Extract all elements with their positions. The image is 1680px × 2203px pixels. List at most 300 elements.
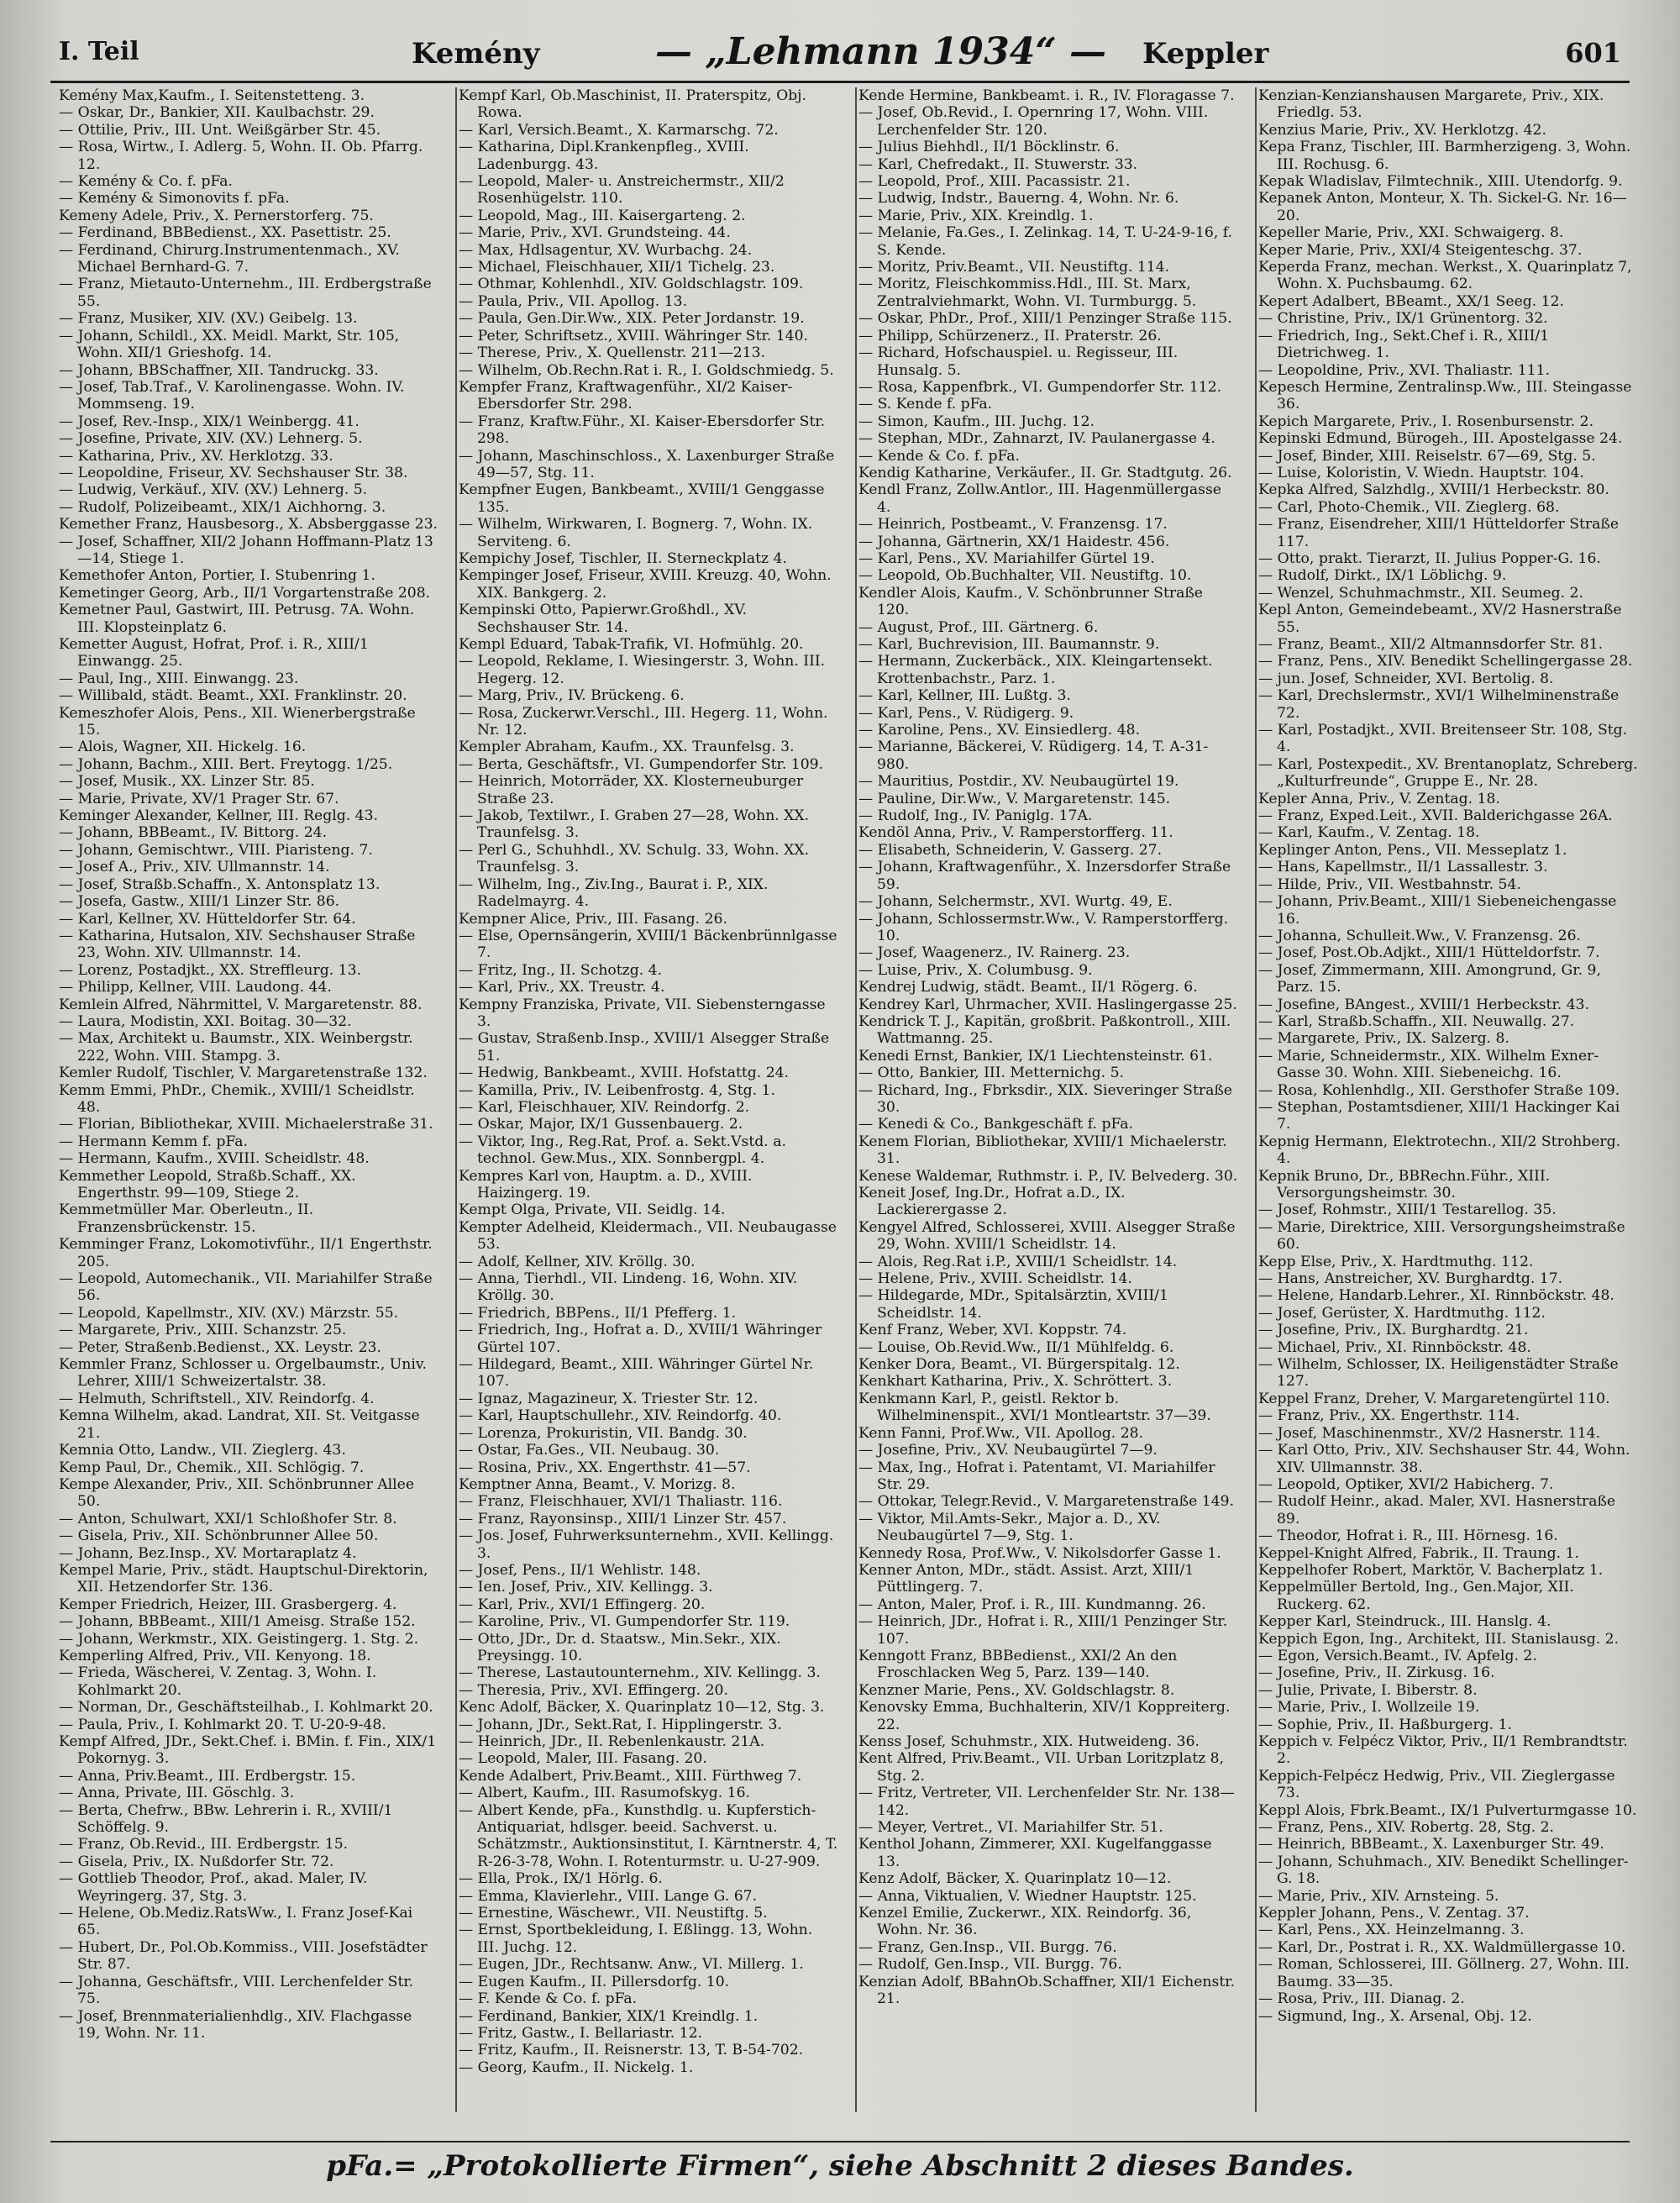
directory-entry: Kempf Karl, Ob.Maschinist, II. Praterspitz, Obj. Rowa. [459, 87, 806, 122]
directory-entry: — Karl, Hauptschullehr., XIV. Reindorfg. 40. [459, 1407, 782, 1425]
directory-entry: — Norman, Dr., Geschäftsteilhab., I. Kohlmarkt 20. [59, 1699, 433, 1717]
directory-entry: Kenzner Marie, Pens., XV. Goldschlagstr. 8. [858, 1681, 1175, 1699]
directory-entry: Kenngott Franz, BBBedienst., XXI/2 An den Froschlacken Weg 5, Parz. 139—140. [858, 1647, 1178, 1682]
directory-entry: — Josef, Straßb.Schaffn., X. Antonsplatz 13. [59, 875, 381, 893]
directory-entry: Kempichy Josef, Tischler, II. Sterneckplatz 4. [459, 549, 787, 567]
directory-entry: — Therese, Priv., X. Quellenstr. 211—213. [459, 344, 765, 362]
directory-entry: — Josef, Gerüster, X. Hardtmuthg. 112. [1258, 1304, 1546, 1322]
directory-entry: — Leopold, Mag., III. Kaisergarteng. 2. [459, 207, 746, 224]
directory-entry: Kemptner Anna, Beamt., V. Morizg. 8. [459, 1475, 736, 1493]
directory-entry: — Karl, Drechslermstr., XVI/1 Wilhelminenstraße 72. [1258, 687, 1620, 722]
directory-entry: — Hildegard, Beamt., XIII. Währinger Gürtel Nr. 107. [459, 1356, 814, 1391]
directory-entry: — Johann, BBBeamt., IV. Bittorg. 24. [59, 824, 328, 842]
directory-entry: — Fritz, Ing., II. Schotzg. 4. [459, 961, 663, 979]
directory-entry: — Philipp, Kellner, VIII. Laudong. 44. [59, 979, 332, 996]
directory-entry: — Ferdinand, Bankier, XIX/1 Kreindlg. 1. [459, 2007, 759, 2025]
directory-entry: — Paula, Priv., I. Kohlmarkt 20. T. U-20-9-48. [59, 1716, 386, 1733]
directory-entry: Kepnig Hermann, Elektrotechn., XII/2 Strohberg. 4. [1258, 1133, 1621, 1168]
directory-entry: — Leopold, Ob.Buchhalter, VII. Neustiftg. 10. [858, 567, 1192, 585]
directory-entry: Kepich Margarete, Priv., I. Rosenbursenstr. 2. [1258, 413, 1594, 430]
directory-entry: — Franz, Eisendreher, XIII/1 Hütteldorfer Straße 117. [1258, 516, 1619, 550]
directory-entry: — Leopold, Maler, III. Fasang. 20. [459, 1750, 707, 1768]
directory-entry: — Carl, Photo-Chemik., VII. Zieglerg. 68. [1258, 498, 1560, 516]
directory-entry: — Anna, Viktualien, V. Wiedner Hauptstr. 125. [858, 1887, 1197, 1905]
directory-entry: Kepeller Marie, Priv., XXI. Schwaigerg. 8. [1258, 224, 1564, 242]
directory-entry: — Johann, JDr., Sekt.Rat, I. Hipplingerstr. 3. [459, 1716, 782, 1733]
directory-entry: — Leopold, Maler- u. Anstreichermstr., XII/2 Rosenhügelstr. 110. [459, 173, 785, 208]
directory-entry: — Anna, Priv.Beamt., III. Erdbergstr. 15. [59, 1767, 356, 1785]
directory-entry: — Simon, Kaufm., III. Juchg. 12. [858, 413, 1095, 430]
directory-entry: — Marg, Priv., IV. Brückeng. 6. [459, 687, 685, 705]
directory-entry: — Albert Kende, pFa., Kunsthdlg. u. Kupferstich-Antiquariat, hdlsger. beeid. Sachverst. u. Schätzmstr., Auktionsinstitut, I. Kärntnerstr. 4, T. R-26-3-78, Wohn. I. Rotenturmstr. u. U-27-909. [459, 1801, 838, 1870]
directory-entry: Kepa Franz, Tischler, III. Barmherzigeng. 3, Wohn. III. Rochusg. 6. [1258, 139, 1631, 173]
directory-entry: — Paula, Priv., VII. Apollog. 13. [459, 292, 688, 310]
directory-entry: Kempler Abraham, Kaufm., XX. Traunfelsg. 3. [459, 739, 795, 756]
directory-entry: — Josef, Waagenerz., IV. Rainerg. 23. [858, 944, 1131, 962]
directory-entry: — Heinrich, JDr., Hofrat i. R., XIII/1 Penzinger Str. 107. [858, 1613, 1228, 1648]
part-label: I. Teil [59, 37, 139, 66]
directory-entry: Kemmetmüller Mar. Oberleutn., II. Franzensbrückenstr. 15. [59, 1201, 314, 1236]
directory-entry: — Josef, Binder, XIII. Reiselstr. 67—69, Stg. 5. [1258, 447, 1596, 465]
directory-entry: — Johann, Werkmstr., XIX. Geistingerg. 1. Stg. 2. [59, 1630, 419, 1648]
directory-entry: Kepert Adalbert, BBeamt., XX/1 Seeg. 12. [1258, 292, 1565, 310]
directory-entry: — Viktor, Mil.Amts-Sekr., Major a. D., XV. Neubaugürtel 7—9, Stg. 1. [858, 1510, 1161, 1545]
directory-entry: — Karoline, Pens., XV. Einsiedlerg. 48. [858, 722, 1141, 739]
column-2 [459, 87, 838, 2121]
directory-entry: — Julius Biehhdl., II/1 Böcklinstr. 6. [858, 139, 1120, 156]
directory-entry: — Josef, Brennmaterialienhdlg., XIV. Flachgasse 19, Wohn. Nr. 11. [59, 2007, 412, 2042]
directory-entry: — Oskar, PhDr., Prof., XIII/1 Penzinger Straße 115. [858, 310, 1232, 328]
directory-entry: — Paul, Ing., XIII. Einwangg. 23. [59, 670, 299, 687]
directory-entry: Kendrick T. J., Kapitän, großbrit. Paßkontroll., XIII. Wattmanng. 25. [858, 1012, 1231, 1048]
directory-entry: — Johanna, Geschäftsfr., VIII. Lerchenfelder Str. 75. [59, 1973, 414, 2008]
directory-entry: Kemlein Alfred, Nährmittel, V. Margaretenstr. 88. [59, 996, 423, 1013]
directory-entry: — Karl, Priv., XVI/1 Effingerg. 20. [459, 1596, 706, 1613]
directory-entry: — Marie, Direktrice, XIII. Versorgungsheimstraße 60. [1258, 1218, 1625, 1254]
directory-entry: — Marie, Schneidermstr., XIX. Wilhelm Exner-Gasse 30. Wohn. XIII. Siebeneichg. 16. [1258, 1047, 1599, 1082]
directory-entry: — Johann, Bachm., XIII. Bert. Freytogg. 1/25. [59, 755, 393, 773]
directory-entry: — Otto, Bankier, III. Metternichg. 5. [858, 1065, 1124, 1082]
directory-entry: — Ella, Prok., IX/1 Hörlg. 6. [459, 1870, 663, 1888]
directory-entry: — Elisabeth, Schneiderin, V. Gasserg. 27. [858, 841, 1163, 859]
directory-entry: — Oskar, Dr., Bankier, XII. Kaulbachstr. 29. [59, 104, 375, 122]
directory-entry: — Peter, Straßenb.Bedienst., XX. Leystr. 23. [59, 1338, 381, 1356]
directory-entry: Kemnia Otto, Landw., VII. Zieglerg. 43. [59, 1442, 346, 1459]
directory-entry: — Josef A., Priv., XIV. Ullmannstr. 14. [59, 859, 330, 876]
directory-entry: Kenzel Emilie, Zuckerwr., XIX. Reindorfg. 36, Wohn. Nr. 36. [858, 1905, 1192, 1939]
directory-entry: — Karl, Chefredakt., II. Stuwerstr. 33. [858, 155, 1138, 173]
directory-entry: — Josefine, Priv., II. Zirkusg. 16. [1258, 1664, 1495, 1682]
first-entry-word: Kemény [412, 37, 540, 71]
directory-entry: Kemeszhofer Alois, Pens., XII. Wienerbergstraße 15. [59, 704, 416, 739]
directory-entry: — Franz, Musiker, XIV. (XV.) Geibelg. 13. [59, 310, 358, 328]
directory-entry: Kempny Franziska, Private, VII. Siebensterngasse 3. [459, 996, 826, 1030]
directory-entry: — Ferdinand, Chirurg.Instrumentenmach., XV. Michael Bernhard-G. 7. [59, 241, 400, 276]
directory-entry: — Johann, Maschinschloss., X. Laxenburger Straße 49—57, Stg. 11. [459, 447, 835, 481]
directory-entry: — Otto, JDr., Dr. d. Staatsw., Min.Sekr., XIX. Preysingg. 10. [459, 1630, 781, 1664]
directory-entry: — Karl, Dr., Postrat i. R., XX. Waldmüllergasse 10. [1258, 1938, 1626, 1956]
directory-entry: — Mauritius, Postdir., XV. Neubaugürtel 19. [858, 773, 1179, 791]
directory-entry: — Marie, Priv., XIX. Kreindlg. 1. [858, 207, 1094, 224]
directory-entry: — Karl, Straßb.Schaffn., XII. Neuwallg. 27. [1258, 1012, 1575, 1030]
directory-entry: — Rudolf, Gen.Insp., VII. Burgg. 76. [858, 1956, 1122, 1974]
directory-entry: — Kemény & Simonovits f. pFa. [59, 190, 290, 208]
directory-entry: — Josefine, Private, XIV. (XV.) Lehnerg. 5. [59, 430, 363, 448]
directory-entry: Keppelmüller Bertold, Ing., Gen.Major, XII. Ruckerg. 62. [1258, 1579, 1574, 1613]
directory-entry: — Alois, Reg.Rat i.P., XVIII/1 Scheidlstr. 14. [858, 1253, 1178, 1270]
column-4 [1258, 87, 1638, 2121]
directory-entry: — Leopoldine, Priv., XVI. Thaliastr. 111. [1258, 361, 1551, 379]
directory-entry: — Karl, Kellner, III. Lußtg. 3. [858, 687, 1071, 705]
directory-entry: Kendöl Anna, Priv., V. Ramperstorfferg. 11. [858, 824, 1173, 842]
directory-entry: — Franz, Pens., XIV. Benedikt Schellingergasse 28. [1258, 653, 1633, 670]
directory-entry: — Ottilie, Priv., III. Unt. Weißgärber Str. 45. [59, 121, 381, 139]
directory-entry: — Theresia, Priv., XVI. Effingerg. 20. [459, 1681, 728, 1699]
directory-entry: — Johanna, Schulleit.Ww., V. Franzensg. 26. [1258, 927, 1581, 944]
directory-entry: — Hans, Anstreicher, XV. Burghardtg. 17. [1258, 1270, 1563, 1288]
directory-entry: — Josef, Pens., II/1 Wehlistr. 148. [459, 1561, 701, 1579]
directory-entry: — Leopold, Kapellmstr., XIV. (XV.) Märzstr. 55. [59, 1304, 399, 1322]
directory-entry: — Anton, Maler, Prof. i. R., III. Kundmanng. 26. [858, 1596, 1206, 1613]
directory-entry: Kemler Rudolf, Tischler, V. Margaretenstraße 132. [59, 1065, 428, 1082]
directory-entry: Kent Alfred, Priv.Beamt., VII. Urban Loritzplatz 8, Stg. 2. [858, 1750, 1225, 1785]
directory-entry: — Kemény & Co. f. pFa. [59, 173, 233, 191]
directory-entry: — Franz, Pens., XIV. Robertg. 28, Stg. 2. [1258, 1819, 1555, 1837]
column-1 [59, 87, 438, 2121]
directory-entry: Kenker Dora, Beamt., VI. Bürgerspitalg. 12. [858, 1356, 1180, 1374]
directory-entry: — Josef, Rohmstr., XIII/1 Testarellog. 35. [1258, 1201, 1557, 1219]
directory-entry: — Paula, Gen.Dir.Ww., XIX. Peter Jordanstr. 19. [459, 310, 805, 328]
directory-entry: — Franz, Kraftw.Führ., XI. Kaiser-Ebersdorfer Str. 298. [459, 413, 826, 448]
directory-entry: — Heinrich, Motorräder, XX. Klosterneuburger Straße 23. [459, 773, 804, 807]
directory-entry: — Egon, Versich.Beamt., IV. Apfelg. 2. [1258, 1647, 1537, 1664]
directory-entry: — Friedrich, BBPens., II/1 Pfefferg. 1. [459, 1304, 737, 1322]
directory-entry: — Hermann, Zuckerbäck., XIX. Kleingartensekt. Krottenbachstr., Parz. 1. [858, 653, 1213, 687]
directory-entry: — Julie, Private, I. Biberstr. 8. [1258, 1681, 1478, 1699]
directory-entry: Kempinger Josef, Friseur, XVIII. Kreuzg. 40, Wohn. XIX. Bankgerg. 2. [459, 567, 832, 602]
directory-entry: — Christine, Priv., IX/1 Grünentorg. 32. [1258, 310, 1548, 328]
directory-entry: — Alois, Wagner, XII. Hickelg. 16. [59, 739, 307, 756]
directory-entry: — Helene, Handarb.Lehrer., XI. Rinnböckstr. 48. [1258, 1287, 1614, 1305]
directory-entry: — Fritz, Kaufm., II. Reisnerstr. 13, T. B-54-702. [459, 2042, 804, 2059]
directory-entry: — Josef, Rev.-Insp., XIX/1 Weinbergg. 41. [59, 413, 360, 430]
directory-entry: — Max, Hdlsagentur, XV. Wurbachg. 24. [459, 241, 753, 259]
directory-entry: — Fritz, Gastw., I. Bellariastr. 12. [459, 2024, 702, 2042]
directory-entry: Kemperling Alfred, Priv., VII. Kenyong. 18. [59, 1647, 371, 1664]
directory-entry: Kemm Emmi, PhDr., Chemik., XVIII/1 Scheidlstr. 48. [59, 1081, 415, 1116]
directory-entry: — Gisela, Priv., XII. Schönbrunner Allee 50. [59, 1527, 379, 1545]
directory-entry: — Johann, Priv.Beamt., XIII/1 Siebeneichengasse 16. [1258, 893, 1617, 928]
directory-entry: — Hermann, Kaufm., XVIII. Scheidlstr. 48. [59, 1150, 370, 1168]
directory-entry: — Ferdinand, BBBedienst., XX. Pasettistr. 25. [59, 224, 391, 242]
directory-entry: — Roman, Schlosserei, III. Göllnerg. 27, Wohn. III. Baumg. 33—35. [1258, 1956, 1630, 1990]
directory-entry: Keppel-Knight Alfred, Fabrik., II. Traung. 1. [1258, 1544, 1579, 1562]
directory-entry: — Heinrich, JDr., II. Rebenlenkaustr. 21A. [459, 1733, 765, 1750]
directory-entry: — Karl Otto, Priv., XIV. Sechshauser Str. 44, Wohn. XIV. Ullmannstr. 38. [1258, 1442, 1630, 1476]
directory-entry: — Karl, Pens., XV. Mariahilfer Gürtel 19. [858, 549, 1155, 567]
directory-entry: — Franz, Beamt., XII/2 Altmannsdorfer Str. 81. [1258, 636, 1604, 653]
directory-entry: — Anna, Private, III. Göschlg. 3. [59, 1785, 295, 1802]
directory-entry: — Ostar, Fa.Ges., VII. Neubaug. 30. [459, 1442, 720, 1459]
directory-entry: — Helene, Ob.Mediz.RatsWw., I. Franz Josef-Kai 65. [59, 1905, 413, 1939]
directory-entry: — F. Kende & Co. f. pFa. [459, 1990, 638, 2008]
directory-entry: — Albert, Kaufm., III. Rasumofskyg. 16. [459, 1785, 750, 1802]
directory-entry: Keppel Franz, Dreher, V. Margaretengürtel 110. [1258, 1390, 1610, 1407]
directory-entry: Kenthol Johann, Zimmerer, XXI. Kugelfanggasse 13. [858, 1836, 1212, 1870]
directory-entry: — Leopold, Optiker, XVI/2 Habicherg. 7. [1258, 1475, 1554, 1493]
directory-entry: — Josef, Zimmermann, XIII. Amongrund, Gr. 9, Parz. 15. [1258, 961, 1601, 996]
directory-entry: — Josefa, Gastw., XIII/1 Linzer Str. 86. [59, 893, 340, 911]
directory-entry: Kempfer Franz, Kraftwagenführ., XI/2 Kaiser-Ebersdorfer Str. 298. [459, 378, 793, 413]
directory-entry: — Josef, Tab.Traf., V. Karolinengasse. Wohn. IV. Mommseng. 19. [59, 378, 405, 413]
footer-note: pFa.= „Protokollierte Firmen“, siehe Abschnitt 2 dieses Bandes. [326, 2149, 1354, 2183]
directory-entry: — Ignaz, Magazineur, X. Triester Str. 12. [459, 1390, 759, 1407]
directory-entry: — Georg, Kaufm., II. Nickelg. 1. [459, 2058, 694, 2076]
directory-entry: — Josefine, Priv., IX. Burghardtg. 21. [1258, 1322, 1529, 1339]
directory-entry: — Eugen, JDr., Rechtsanw. Anw., VI. Millerg. 1. [459, 1956, 804, 1974]
directory-entry: Kempel Marie, Priv., städt. Hauptschul-Direktorin, XII. Hetzendorfer Str. 136. [59, 1561, 428, 1596]
directory-entry: Kempe Alexander, Priv., XII. Schönbrunner Allee 50. [59, 1475, 414, 1511]
directory-entry: Kempner Alice, Priv., III. Fasang. 26. [459, 910, 727, 928]
directory-entry: — Johann, Schildl., XX. Meidl. Markt, Str. 105, Wohn. XII/1 Grieshofg. 14. [59, 327, 400, 362]
directory-entry: Kepl Anton, Gemeindebeamt., XV/2 Hasnerstraße 55. [1258, 602, 1622, 636]
column-3 [858, 87, 1238, 2121]
directory-entry: — Wilhelm, Ing., Ziv.Ing., Baurat i. P., XIX. Radelmayrg. 4. [459, 875, 769, 911]
directory-entry: — Karl, Pens., XX. Heinzelmanng. 3. [1258, 1922, 1525, 1939]
directory-entry: — Gustav, Straßenb.Insp., XVIII/1 Alsegger Straße 51. [459, 1030, 830, 1065]
directory-entry: — Adolf, Kellner, XIV. Kröllg. 30. [459, 1253, 696, 1270]
directory-entry: — Florian, Bibliothekar, XVIII. Michaelerstraße 31. [59, 1116, 433, 1133]
directory-entry: Kempres Karl von, Hauptm. a. D., XVIII. Haizingerg. 19. [459, 1167, 753, 1201]
directory-entry: — Franz, Ob.Revid., III. Erdbergstr. 15. [59, 1836, 349, 1853]
directory-entry: — Karl, Kellner, XV. Hütteldorfer Str. 64. [59, 910, 356, 928]
directory-entry: Kendler Alois, Kaufm., V. Schönbrunner Straße 120. [858, 584, 1203, 619]
directory-entry: — Pauline, Dir.Ww., V. Margaretenstr. 145. [858, 790, 1171, 807]
directory-entry: — Gisela, Priv., IX. Nußdorfer Str. 72. [59, 1853, 334, 1870]
directory-entry: Kenc Adolf, Bäcker, X. Quarinplatz 10—12, Stg. 3. [459, 1699, 825, 1717]
directory-entry: — Friedrich, Ing., Sekt.Chef i. R., XIII/1 Dietrichweg. 1. [1258, 327, 1550, 362]
directory-entry: — Wilhelm, Wirkwaren, I. Bognerg. 7, Wohn. IX. Serviteng. 6. [459, 516, 813, 550]
directory-entry: Kemna Wilhelm, akad. Landrat, XII. St. Veitgasse 21. [59, 1407, 420, 1442]
directory-entry: — Luise, Priv., X. Columbusg. 9. [858, 961, 1093, 979]
directory-entry: — Marie, Priv., XIV. Arnsteing. 5. [1258, 1887, 1499, 1905]
directory-entry: — Heinrich, Postbeamt., V. Franzensg. 17. [858, 516, 1168, 534]
directory-entry: Kennedy Rosa, Prof.Ww., V. Nikolsdorfer Gasse 1. [858, 1544, 1221, 1562]
directory-entry: — Wenzel, Schuhmachmstr., XII. Seumeg. 2. [1258, 584, 1583, 602]
directory-entry: Kempf Alfred, JDr., Sekt.Chef. i. BMin. f. Fin., XIX/1 Pokornyg. 3. [59, 1733, 437, 1768]
directory-entry: — Katharina, Priv., XV. Herklotzg. 33. [59, 447, 333, 465]
directory-entry: Kemetter August, Hofrat, Prof. i. R., XIII/1 Einwangg. 25. [59, 636, 369, 670]
directory-entry: Kempter Adelheid, Kleidermach., VII. Neubaugasse 53. [459, 1218, 837, 1254]
directory-entry: — August, Prof., III. Gärtnerg. 6. [858, 618, 1099, 636]
directory-entry: — Melanie, Fa.Ges., I. Zelinkag. 14, T. U-24-9-16, f. S. Kende. [858, 224, 1232, 259]
directory-entry: Kende Hermine, Bankbeamt. i. R., IV. Floragasse 7. [858, 87, 1235, 104]
directory-entry: — Heinrich, BBBeamt., X. Laxenburger Str. 49. [1258, 1836, 1604, 1853]
directory-entry: Kenn Fanni, Prof.Ww., VII. Apollog. 28. [858, 1424, 1144, 1442]
directory-entry: — Leopoldine, Friseur, XV. Sechshauser Str. 38. [59, 464, 408, 481]
directory-entry: Kempfner Eugen, Bankbeamt., XVIII/1 Genggasse 135. [459, 481, 825, 516]
directory-entry: — Hildegarde, MDr., Spitalsärztin, XVIII/1 Scheidlstr. 14. [858, 1287, 1168, 1322]
directory-entry: Kempl Eduard, Tabak-Trafik, VI. Hofmühlg. 20. [459, 636, 804, 653]
directory-entry: — Wilhelm, Ob.Rechn.Rat i. R., I. Goldschmiedg. 5. [459, 361, 834, 379]
directory-entry: — Theodor, Hofrat i. R., III. Hörnesg. 16. [1258, 1527, 1558, 1545]
directory-entry: — Johann, Gemischtwr., VIII. Piaristeng. 7. [59, 841, 373, 859]
directory-entry: Keppich Egon, Ing., Architekt, III. Stanislausg. 2. [1258, 1630, 1620, 1648]
directory-entry: — Ludwig, Indstr., Bauerng. 4, Wohn. Nr. 6. [858, 190, 1179, 208]
directory-entry: — Katharina, Hutsalon, XIV. Sechshauser Straße 23, Wohn. XIV. Ullmannstr. 14. [59, 927, 416, 962]
directory-entry: — Luise, Koloristin, V. Wiedn. Hauptstr. 104. [1258, 464, 1584, 481]
directory-entry: — Otto, prakt. Tierarzt, II. Julius Popper-G. 16. [1258, 549, 1601, 567]
directory-entry: — Josefine, Priv., XV. Neubaugürtel 7—9. [858, 1442, 1158, 1459]
last-entry-word: Keppler [1142, 37, 1269, 71]
directory-entry: — Richard, Ing., Fbrksdir., XIX. Sieveringer Straße 30. [858, 1081, 1232, 1116]
footer-rule [50, 2141, 1630, 2143]
directory-entry: — Ien. Josef, Priv., XIV. Kellingg. 3. [459, 1579, 713, 1596]
directory-entry: — Katharina, Dipl.Krankenpfleg., XVIII. Ladenburgg. 43. [459, 139, 749, 173]
directory-entry: — Josef, Maschinenmstr., XV/2 Hasnerstr. 114. [1258, 1424, 1601, 1442]
directory-entry: — Hubert, Dr., Pol.Ob.Kommiss., VIII. Josefstädter Str. 87. [59, 1938, 428, 1974]
directory-entry: Kenzian Adolf, BBahnOb.Schaffner, XII/1 Eichenstr. 21. [858, 1973, 1236, 2008]
directory-entry: — Eugen Kaufm., II. Pillersdorfg. 10. [459, 1973, 730, 1990]
directory-entry: Kemper Friedrich, Heizer, III. Grasbergerg. 4. [59, 1596, 397, 1613]
directory-entry: — Kenedi & Co., Bankgeschäft f. pFa. [858, 1116, 1133, 1133]
directory-entry: Kemminger Franz, Lokomotivführ., II/1 Engerthstr. 205. [59, 1236, 433, 1270]
directory-entry: — Othmar, Kohlenhdl., XIV. Goldschlagstr. 109. [459, 276, 804, 293]
directory-entry: — Friedrich, Ing., Hofrat a. D., XVIII/1 Währinger Gürtel 107. [459, 1322, 822, 1356]
directory-entry: — Jakob, Textilwr., I. Graben 27—28, Wohn. XX. Traunfelsg. 3. [459, 807, 810, 842]
directory-entry: Kendrej Ludwig, städt. Beamt., II/1 Rögerg. 6. [858, 979, 1198, 996]
directory-entry: — Gottlieb Theodor, Prof., akad. Maler, IV. Weyringerg. 37, Stg. 3. [59, 1870, 368, 1905]
directory-entry: Kenedi Ernst, Bankier, IX/1 Liechtensteinstr. 61. [858, 1047, 1213, 1065]
directory-entry: — Sophie, Priv., II. Haßburgerg. 1. [1258, 1716, 1513, 1733]
directory-entry: Kendrey Karl, Uhrmacher, XVII. Haslingergasse 25. [858, 996, 1237, 1013]
directory-entry: — Hermann Kemm f. pFa. [59, 1133, 248, 1150]
page-header [50, 32, 1630, 82]
directory-entry: — Johann, Selchermstr., XVI. Wurtg. 49, E. [858, 893, 1173, 911]
directory-entry: — Johann, Schuhmach., XIV. Benedikt Schellinger-G. 18. [1258, 1853, 1629, 1888]
directory-entry: — Peter, Schriftsetz., XVIII. Währinger Str. 140. [459, 327, 809, 344]
directory-entry: Kenss Josef, Schuhmstr., XIX. Hutweideng. 36. [858, 1733, 1200, 1750]
directory-entry: — Berta, Chefrw., BBw. Lehrerin i. R., XVIII/1 Schöffelg. 9. [59, 1801, 393, 1837]
directory-entry: — Josef, Post.Ob.Adjkt., XIII/1 Hütteldorfstr. 7. [1258, 944, 1600, 962]
directory-entry: Kenzian-Kenzianshausen Margarete, Priv., XIX. Friedlg. 53. [1258, 87, 1604, 122]
directory-entry: — Marie, Priv., XVI. Grundsteing. 44. [459, 224, 731, 242]
directory-entry: — Max, Architekt u. Baumstr., XIX. Weinbergstr. 222, Wohn. VIII. Stampg. 3. [59, 1030, 413, 1065]
directory-entry: — Margarete, Priv., IX. Salzerg. 8. [1258, 1030, 1509, 1048]
directory-entry: — Karl, Priv., XX. Treustr. 4. [459, 979, 665, 996]
directory-entry: Kemény Max,Kaufm., I. Seitenstetteng. 3. [59, 87, 365, 104]
columns-container [59, 87, 1638, 2121]
directory-entry: — Hans, Kapellmstr., II/1 Lassallestr. 3. [1258, 859, 1548, 876]
directory-entry: Kepinski Edmund, Bürogeh., III. Apostelgasse 24. [1258, 430, 1623, 448]
directory-entry: — Ottokar, Telegr.Revid., V. Margaretenstraße 149. [858, 1493, 1235, 1511]
directory-entry: Kemetinger Georg, Arb., II/1 Vorgartenstraße 208. [59, 584, 431, 602]
directory-entry: — Michael, Fleischhauer, XII/1 Tichelg. 23. [459, 259, 775, 276]
directory-entry: — Fritz, Vertreter, VII. Lerchenfelder Str. Nr. 138—142. [858, 1785, 1235, 1819]
directory-entry: — Jos. Josef, Fuhrwerksunternehm., XVII. Kellingg. 3. [459, 1527, 834, 1562]
directory-entry: Kemether Franz, Hausbesorg., X. Absberggasse 23. [59, 516, 438, 534]
directory-entry: Kendig Katharine, Verkäufer., II. Gr. Stadtgutg. 26. [858, 464, 1232, 481]
directory-entry: — Josef, Ob.Revid., I. Opernring 17, Wohn. VIII. Lerchenfelder Str. 120. [858, 104, 1209, 139]
directory-entry: Keperda Franz, mechan. Werkst., X. Quarinplatz 7, Wohn. X. Puchsbaumg. 62. [1258, 259, 1632, 293]
directory-entry: — Meyer, Vertret., VI. Mariahilfer Str. 51. [858, 1819, 1163, 1837]
directory-entry: Kepanek Anton, Monteur, X. Th. Sickel-G. Nr. 16—20. [1258, 190, 1627, 224]
directory-entry: — Hilde, Priv., VII. Westbahnstr. 54. [1258, 875, 1521, 893]
page-title: — „Lehmann 1934“ — [655, 30, 1107, 73]
directory-entry: — Ernst, Sportbekleidung, I. Eßlingg. 13, Wohn. III. Juchg. 12. [459, 1922, 813, 1956]
directory-entry: — Philipp, Schürzenerz., II. Praterstr. 26. [858, 327, 1162, 344]
directory-entry: Kempt Olga, Private, VII. Seidlg. 14. [459, 1201, 726, 1219]
directory-entry: — Karl, Pens., V. Rüdigerg. 9. [858, 704, 1074, 722]
directory-entry: — Emma, Klavierlehr., VIII. Lange G. 67. [459, 1887, 758, 1905]
directory-entry: — Else, Opernsängerin, XVIII/1 Bäckenbrünnlgasse 7. [459, 927, 837, 962]
directory-entry: — S. Kende f. pFa. [858, 396, 993, 413]
directory-entry: — Hedwig, Bankbeamt., XVIII. Hofstattg. 24. [459, 1065, 790, 1082]
directory-entry: — Johanna, Gärtnerin, XX/1 Haidestr. 456. [858, 533, 1170, 550]
directory-entry: Kepper Karl, Steindruck., III. Hanslg. 4. [1258, 1613, 1551, 1631]
directory-entry: Kemmler Franz, Schlosser u. Orgelbaumstr., Univ. Lehrer, XIII/1 Schweizertalstr. 38. [59, 1356, 427, 1391]
directory-entry: — Franz, Rayonsinsp., XIII/1 Linzer Str. 457. [459, 1510, 787, 1527]
directory-entry: — Josef, Musik., XX. Linzer Str. 85. [59, 773, 315, 791]
directory-entry: — Ludwig, Verkäuf., XIV. (XV.) Lehnerg. 5. [59, 481, 368, 499]
directory-entry: — Moritz, Priv.Beamt., VII. Neustiftg. 114. [858, 259, 1170, 276]
directory-entry: Kempinski Otto, Papierwr.Großhdl., XV. Sechshauser Str. 14. [459, 602, 748, 636]
directory-entry: — Johann, Kraftwagenführ., X. Inzersdorfer Straße 59. [858, 859, 1231, 893]
directory-entry: — Willibald, städt. Beamt., XXI. Franklinstr. 20. [59, 687, 407, 705]
directory-entry: — Rosa, Priv., III. Dianag. 2. [1258, 1990, 1465, 2008]
directory-entry: — Lorenz, Postadjkt., XX. Streffleurg. 13. [59, 961, 361, 979]
directory-entry: Keper Marie, Priv., XXI/4 Steigenteschg. 37. [1258, 241, 1583, 259]
directory-entry: — Anton, Schulwart, XXI/1 Schloßhofer Str. 8. [59, 1510, 397, 1527]
directory-entry: Keppelhofer Robert, Marktör, V. Bacherplatz 1. [1258, 1561, 1604, 1579]
directory-entry: Kepak Wladislav, Filmtechnik., XIII. Utendorfg. 9. [1258, 173, 1623, 191]
directory-entry: — Viktor, Ing., Reg.Rat, Prof. a. Sekt.Vstd. a. technol. Gew.Mus., XIX. Sonnbergpl. 4. [459, 1133, 786, 1168]
directory-entry: — Franz, Gen.Insp., VII. Burgg. 76. [858, 1938, 1117, 1956]
directory-entry: Keneit Josef, Ing.Dr., Hofrat a.D., IX. Lackierergasse 2. [858, 1185, 1126, 1219]
directory-entry: — Richard, Hofschauspiel. u. Regisseur, III. Hunsalg. 5. [858, 344, 1179, 379]
directory-entry: — Lorenza, Prokuristin, VII. Bandg. 30. [459, 1424, 748, 1442]
directory-entry: — Rudolf, Ing., IV. Paniglg. 17A. [858, 807, 1093, 825]
directory-entry: — Rosa, Kohlenhdlg., XII. Gersthofer Straße 109. [1258, 1081, 1620, 1099]
directory-entry: — Franz, Mietauto-Unternehm., III. Erdbergstraße 55. [59, 276, 432, 310]
directory-entry: — Wilhelm, Schlosser, IX. Heiligenstädter Straße 127. [1258, 1356, 1619, 1391]
directory-entry: Kenner Anton, MDr., städt. Assist. Arzt, XIII/1 Püttlingerg. 7. [858, 1561, 1194, 1596]
directory-entry: Kenese Waldemar, Ruthmstr. i. P., IV. Belvederg. 30. [858, 1167, 1238, 1185]
directory-entry: — Leopold, Prof., XIII. Pacassistr. 21. [858, 173, 1131, 191]
directory-entry: — Rudolf Heinr., akad. Maler, XVI. Hasnerstraße 89. [1258, 1493, 1616, 1527]
directory-entry: Keminger Alexander, Kellner, III. Reglg. 43. [59, 807, 378, 825]
directory-entry: Kemmether Leopold, Straßb.Schaff., XX. Engerthstr. 99—109, Stiege 2. [59, 1167, 356, 1201]
directory-entry: — jun. Josef, Schneider, XVI. Bertolig. 8. [1258, 670, 1554, 687]
directory-entry: — Margarete, Priv., XIII. Schanzstr. 25. [59, 1322, 347, 1339]
directory-entry: Keplinger Anton, Pens., VII. Messeplatz 1. [1258, 841, 1567, 859]
directory-entry: Kendl Franz, Zollw.Antlor., III. Hagenmüllergasse 4. [858, 481, 1221, 516]
directory-entry: — Laura, Modistin, XXI. Boitag. 30—32. [59, 1012, 352, 1030]
directory-entry: — Rosa, Wirtw., I. Adlerg. 5, Wohn. II. Ob. Pfarrg. 12. [59, 139, 423, 173]
directory-entry: — Karl, Fleischhauer, XIV. Reindorfg. 2. [459, 1098, 750, 1116]
directory-entry: — Karl, Kaufm., V. Zentag. 18. [1258, 824, 1480, 842]
directory-entry: — Oskar, Major, IX/1 Gussenbauerg. 2. [459, 1116, 743, 1133]
directory-entry: — Perl G., Schuhhdl., XV. Schulg. 33, Wohn. XX. Traunfelsg. 3. [459, 841, 810, 876]
directory-entry: — Rosina, Priv., XX. Engerthstr. 41—57. [459, 1459, 751, 1476]
directory-entry: Keppl Alois, Fbrk.Beamt., IX/1 Pulverturmgasse 10. [1258, 1801, 1637, 1819]
directory-entry: — Johann, BBBeamt., XIII/1 Ameisg. Straße 152. [59, 1613, 416, 1631]
directory-entry: — Marie, Priv., I. Wollzeile 19. [1258, 1699, 1480, 1717]
directory-entry: Kengyel Alfred, Schlosserei, XVIII. Alsegger Straße 29, Wohn. XVIII/1 Scheidlstr. 14. [858, 1218, 1236, 1254]
directory-entry: Kepp Else, Priv., X. Hardtmuthg. 112. [1258, 1253, 1534, 1270]
directory-entry: — Frieda, Wäscherei, V. Zentag. 3, Wohn. I. Kohlmarkt 20. [59, 1664, 377, 1699]
directory-entry: — Sigmund, Ing., X. Arsenal, Obj. 12. [1258, 2007, 1532, 2025]
